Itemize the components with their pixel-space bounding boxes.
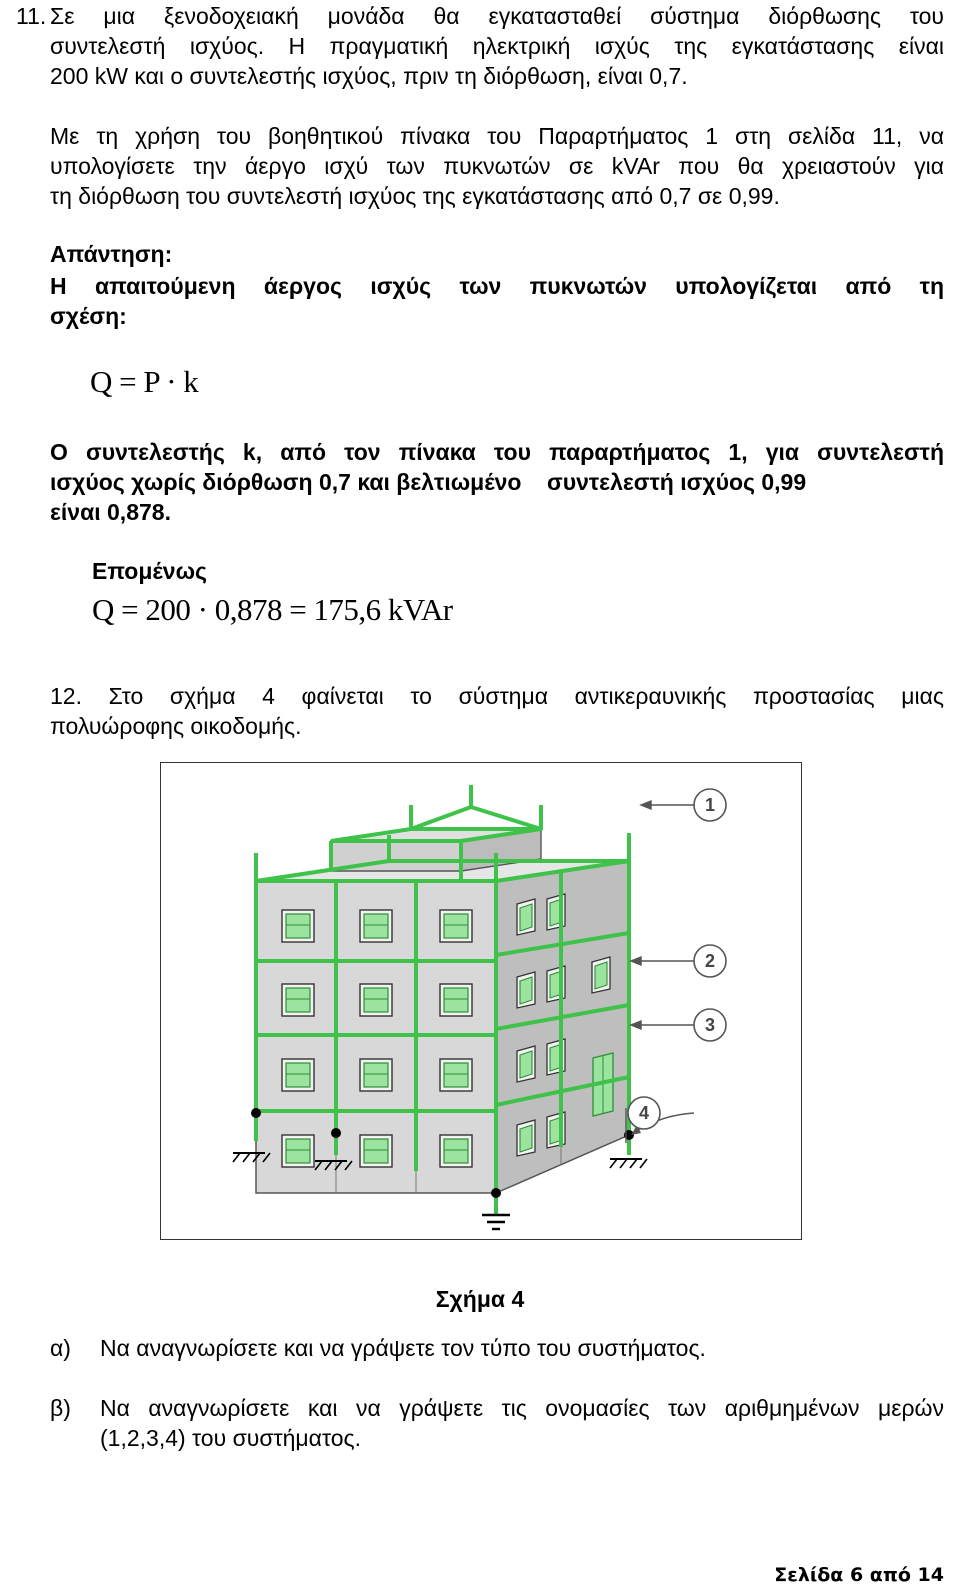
callout-4: 4	[638, 1103, 650, 1123]
callout-3: 3	[704, 1015, 716, 1035]
q12-text-line1: 12. Στο σχήμα 4 φαίνεται το σύστημα αντικεραυνικής προστασίας μιας	[50, 683, 944, 709]
formula-q-equals-pk: Q = P · k	[90, 364, 199, 399]
q11-text-line5: υπολογίσετε την άεργο ισχύ των πυκνωτών σε kVAr που θα χρειαστούν για	[50, 153, 944, 179]
q11-text-line2: συντελεστή ισχύος. Η πραγματική ηλεκτρική ισχύς της εγκατάστασης είναι	[50, 33, 944, 59]
answer-heading: Απάντηση:	[50, 241, 173, 267]
q11-text-line4: Με τη χρήση του βοηθητικού πίνακα του Παραρτήματος 1 στη σελίδα 11, να	[50, 123, 944, 149]
q12-a-label: α)	[50, 1335, 71, 1361]
q12-a-text: Να αναγνωρίσετε και να γράψετε τον τύπο του συστήματος.	[100, 1335, 706, 1361]
answer-therefore: Επομένως	[92, 558, 207, 584]
answer-text-line3: Ο συντελεστής k, από τον πίνακα του παραρτήματος 1, για συντελεστή	[50, 439, 944, 465]
answer-text-line5: είναι 0,878.	[50, 499, 171, 525]
q11-text-line1: Σε μια ξενοδοχειακή μονάδα θα εγκατασταθεί σύστημα διόρθωσης του	[50, 3, 944, 29]
figure-caption: Σχήμα 4	[435, 1286, 525, 1312]
callout-2: 2	[704, 951, 716, 971]
q12-b-label: β)	[50, 1395, 71, 1421]
answer-text-line1: Η απαιτούμενη άεργος ισχύς των πυκνωτών υπολογίζεται από τη	[50, 273, 944, 299]
answer-text-line2: σχέση:	[50, 303, 127, 329]
callout-1: 1	[704, 795, 716, 815]
page-footer: Σελίδα 6 από 14	[774, 1564, 944, 1586]
q12-text-line2: πολυώροφης οικοδομής.	[50, 713, 302, 739]
answer-text-line4: ισχύος χωρίς διόρθωση 0,7 και βελτιωμένο συντελεστή ισχύος 0,99	[50, 469, 807, 495]
q12-b-text-line2: (1,2,3,4) του συστήματος.	[100, 1425, 361, 1451]
formula-result: Q = 200 · 0,878 = 175,6 kVAr	[92, 592, 453, 627]
ground-symbol	[482, 1215, 510, 1229]
q12-b-text-line1: Να αναγνωρίσετε και να γράψετε τις ονομασίες των αριθμημένων μερών	[100, 1395, 944, 1421]
q11-text-line6: τη διόρθωση του συντελεστή ισχύος της εγκατάστασης από 0,7 σε 0,99.	[50, 183, 780, 209]
q11-number: 11.	[16, 3, 47, 29]
q11-text-line3: 200 kW και ο συντελεστής ισχύος, πριν τη διόρθωση, είναι 0,7.	[50, 63, 688, 89]
figure-lightning-protection	[160, 762, 802, 1240]
building-illustration	[161, 763, 801, 1239]
